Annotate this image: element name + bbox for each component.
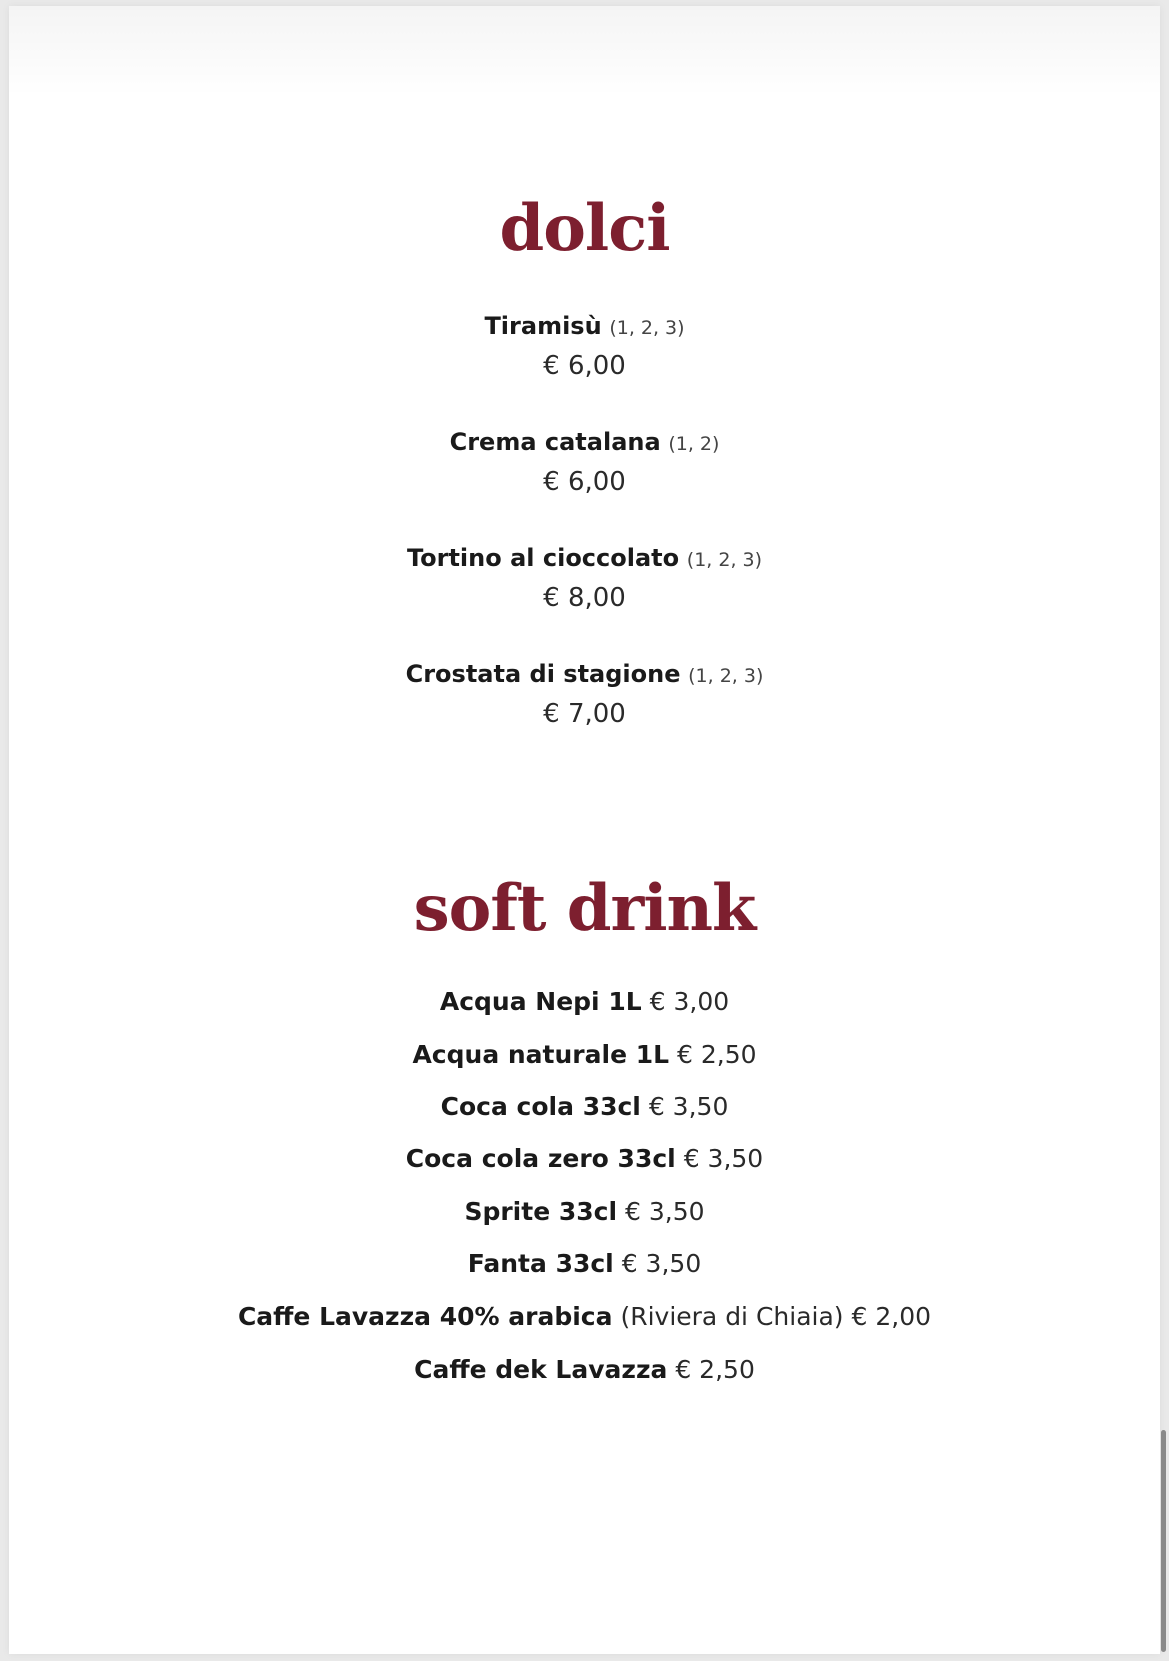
drink-item-fanta bbox=[9, 1248, 1160, 1280]
drink-name: Acqua Nepi 1L bbox=[439, 987, 642, 1016]
drink-name: Acqua naturale 1L bbox=[412, 1040, 670, 1069]
drink-price: € 3,50 bbox=[683, 1144, 764, 1173]
dessert-price: € 6,00 bbox=[543, 351, 626, 381]
drink-item-coca-cola-zero bbox=[9, 1143, 1160, 1175]
dessert-allergens: (1, 2, 3) bbox=[609, 317, 685, 339]
top-shadow bbox=[9, 6, 1160, 96]
dessert-price: € 8,00 bbox=[543, 583, 626, 613]
drink-price: € 3,50 bbox=[621, 1249, 702, 1278]
drink-item-coca-cola bbox=[9, 1091, 1160, 1123]
drink-name: Caffe dek Lavazza bbox=[414, 1355, 668, 1384]
dessert-item-tiramisu bbox=[9, 311, 1160, 383]
drink-item-acqua-nepi bbox=[9, 986, 1160, 1018]
drink-name: Caffe Lavazza 40% arabica bbox=[237, 1302, 613, 1331]
drink-item-caffe-dek bbox=[9, 1354, 1160, 1386]
drink-price: € 3,00 bbox=[649, 987, 730, 1016]
dessert-allergens: (1, 2) bbox=[668, 433, 720, 455]
dessert-name-line bbox=[9, 311, 1160, 343]
drink-item-acqua-naturale bbox=[9, 1039, 1160, 1071]
drink-price: € 2,00 bbox=[851, 1302, 932, 1331]
dessert-allergens: (1, 2, 3) bbox=[688, 665, 764, 687]
drink-item-caffe-lavazza bbox=[9, 1301, 1160, 1333]
dessert-name: Tiramisù bbox=[484, 312, 602, 340]
dessert-item-crema-catalana bbox=[9, 427, 1160, 499]
section-title-dolci: dolci bbox=[499, 191, 670, 266]
dessert-price: € 7,00 bbox=[543, 699, 626, 729]
drink-name: Fanta 33cl bbox=[467, 1249, 614, 1278]
drink-note: (Riviera di Chiaia) bbox=[620, 1302, 844, 1331]
scrollbar-thumb[interactable] bbox=[1161, 1430, 1166, 1652]
dessert-item-crostata bbox=[9, 659, 1160, 731]
drink-item-sprite bbox=[9, 1196, 1160, 1228]
drink-name: Coca cola 33cl bbox=[440, 1092, 641, 1121]
dessert-name-line bbox=[9, 427, 1160, 459]
menu-page bbox=[9, 6, 1160, 1654]
dessert-name: Crema catalana bbox=[449, 428, 661, 456]
drink-price: € 3,50 bbox=[648, 1092, 729, 1121]
drink-price: € 3,50 bbox=[625, 1197, 705, 1226]
dessert-item-tortino bbox=[9, 543, 1160, 615]
dessert-name-line bbox=[9, 659, 1160, 691]
dessert-name: Crostata di stagione bbox=[405, 660, 681, 688]
dessert-name: Tortino al cioccolato bbox=[406, 544, 680, 572]
section-title-soft-drink: soft drink bbox=[413, 871, 756, 946]
drink-price: € 2,50 bbox=[675, 1355, 755, 1384]
drink-name: Sprite 33cl bbox=[464, 1197, 618, 1226]
dessert-name-line bbox=[9, 543, 1160, 575]
dessert-allergens: (1, 2, 3) bbox=[686, 549, 763, 571]
dessert-price: € 6,00 bbox=[543, 467, 626, 497]
drink-price: € 2,50 bbox=[677, 1040, 757, 1069]
vertical-scrollbar[interactable] bbox=[1161, 1430, 1167, 1652]
drink-name: Coca cola zero 33cl bbox=[405, 1144, 676, 1173]
